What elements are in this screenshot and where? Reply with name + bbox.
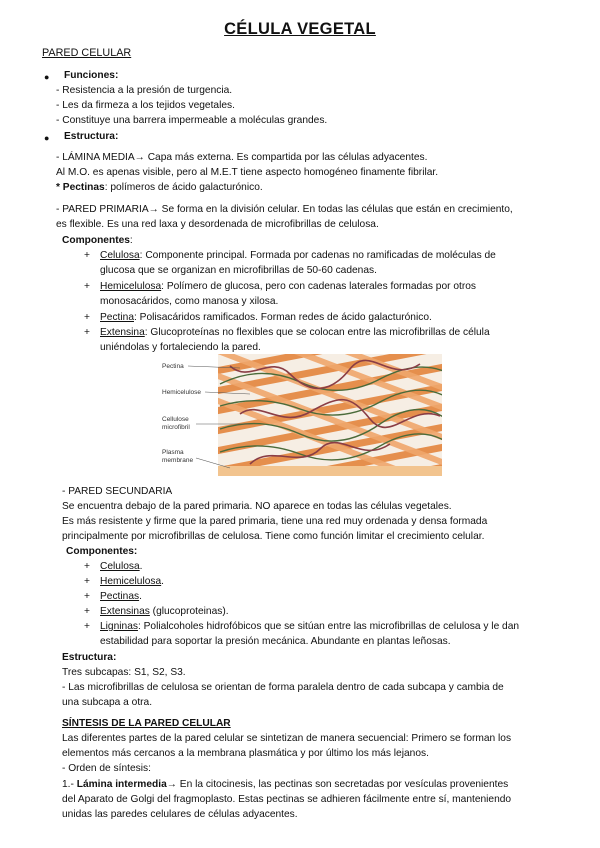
figure-label: Hemicelulose <box>162 389 202 396</box>
term: Pectina <box>100 312 134 323</box>
term: Hemicelulosa <box>100 576 162 587</box>
componentes-line <box>62 234 133 249</box>
list-item-cont: uniéndolas y fortaleciendo la pared. <box>100 342 261 353</box>
step-prefix: 1.- <box>62 779 77 790</box>
definition: (glucoproteinas). <box>149 606 229 617</box>
list-item <box>100 326 490 341</box>
componentes-colon: : <box>129 235 133 246</box>
figure-label: Plasma <box>162 449 184 456</box>
estructura-label: Estructura: <box>64 131 119 142</box>
page-title: CÉLULA VEGETAL <box>224 20 376 38</box>
figure-label: microfibril <box>162 424 190 431</box>
definition: . <box>139 591 142 602</box>
sintesis-step-line: unidas las paredes celulares de células adyacentes. <box>62 809 298 820</box>
list-item-cont: glucosa que se organizan en microfibrillas de 50-60 cadenas. <box>100 265 377 276</box>
plus-bullet: + <box>84 606 90 617</box>
figure-label: Pectina <box>162 363 184 370</box>
step-text: → En la citocinesis, las pectinas son secretadas por vesículas provenientes <box>166 779 509 790</box>
funciones-label: Funciones: <box>64 70 119 81</box>
list-item <box>100 620 519 635</box>
term: Ligninas <box>100 621 138 632</box>
term: Extensina <box>100 327 145 338</box>
pared-secundaria-line: principalmente por microfibrillas de celulosa. Tiene como función limitar el crecimiento celular. <box>62 531 485 542</box>
plus-bullet: + <box>84 281 90 292</box>
list-item <box>100 560 143 575</box>
list-item <box>100 249 496 264</box>
lamina-media-line: - LÁMINA MEDIA→ Capa más externa. Es compartida por las células adyacentes. <box>56 152 428 163</box>
list-item <box>100 605 229 620</box>
step-label: Lámina intermedia <box>76 779 167 790</box>
plus-bullet: + <box>84 561 90 572</box>
pectinas-text: : polímeros de ácido galacturónico. <box>104 182 263 193</box>
list-item-cont: estabilidad para soportar la presión mecánica. Abundante en plantas leñosas. <box>100 636 451 647</box>
plus-bullet: + <box>84 327 90 338</box>
term: Celulosa <box>100 250 140 261</box>
estructura-line: - Las microfibrillas de celulosa se orientan de forma paralela dentro de cada subcapa y cambia de <box>62 682 504 693</box>
bullet-dot: ● <box>44 72 50 82</box>
sintesis-step <box>62 778 508 793</box>
definition: : Glucoproteínas no flexibles que se colocan entre las microfibrillas de célula <box>144 327 490 338</box>
definition: . <box>161 576 164 587</box>
term: Celulosa <box>100 561 140 572</box>
sintesis-line: elementos más cercanos a la membrana plasmática y por último los más lejanos. <box>62 748 429 759</box>
list-item <box>100 575 164 590</box>
list-item <box>100 590 142 605</box>
list-item <box>100 280 476 295</box>
term: Hemicelulosa <box>100 281 162 292</box>
bullet-dot: ● <box>44 133 50 143</box>
estructura-line: una subcapa a otra. <box>62 697 153 708</box>
definition: : Polialcoholes hidrofóbicos que se sitúan entre las microfibrillas de celulosa y le dan <box>137 621 520 632</box>
funciones-item: - Les da firmeza a los tejidos vegetales. <box>56 100 235 111</box>
list-item-cont: monosacáridos, como manosa y xilosa. <box>100 296 279 307</box>
cell-wall-diagram <box>160 354 442 476</box>
term: Pectinas <box>100 591 140 602</box>
plus-bullet: + <box>84 576 90 587</box>
plus-bullet: + <box>84 591 90 602</box>
estructura-label: Estructura: <box>62 652 117 663</box>
definition: : Polímero de glucosa, pero con cadenas laterales formadas por otros <box>161 281 477 292</box>
pared-primaria-line: es flexible. Es una red laxa y desordenada de microfibrillas de celulosa. <box>56 219 379 230</box>
funciones-item: - Constituye una barrera impermeable a moléculas grandes. <box>56 115 328 126</box>
plus-bullet: + <box>84 312 90 323</box>
plus-bullet: + <box>84 621 90 632</box>
sintesis-step-line: del Aparato de Golgi del fragmoplasto. Estas pectinas se adhieren fácilmente entre sí, manteniendo <box>62 794 512 805</box>
section-heading-pared-celular: PARED CELULAR <box>42 47 132 59</box>
pectinas-label: * Pectinas <box>56 182 105 193</box>
pectinas-line <box>56 181 263 196</box>
definition: . <box>139 561 143 572</box>
componentes-label: Componentes <box>62 235 130 246</box>
sintesis-line: Las diferentes partes de la pared celular se sintetizan de manera secuencial: Primero se forman los <box>62 733 512 744</box>
term: Extensinas <box>100 606 150 617</box>
plus-bullet: + <box>84 250 90 261</box>
pared-secundaria-line: Es más resistente y firme que la pared primaria, tiene una red muy ordenada y densa formada <box>62 516 488 527</box>
figure-label: Cellulose <box>162 416 189 423</box>
funciones-item: - Resistencia a la presión de turgencia. <box>56 85 233 96</box>
pared-primaria-line: - PARED PRIMARIA→ Se forma en la división celular. En todas las células que están en crecimiento, <box>56 204 513 215</box>
figure-label: membrane <box>162 457 194 464</box>
componentes-label: Componentes: <box>66 546 138 557</box>
list-item <box>100 311 432 326</box>
pared-secundaria-line: Se encuentra debajo de la pared primaria. NO aparece en todas las células vegetales. <box>62 501 452 512</box>
definition: : Componente principal. Formada por cadenas no ramificadas de moléculas de <box>139 250 496 261</box>
pared-secundaria-heading: - PARED SECUNDARIA <box>62 486 173 497</box>
section-heading-sintesis: SÍNTESIS DE LA PARED CELULAR <box>62 718 231 729</box>
estructura-line: Tres subcapas: S1, S2, S3. <box>62 667 186 678</box>
definition: : Polisacáridos ramificados. Forman redes de ácido galacturónico. <box>133 312 432 323</box>
cell-wall-figure <box>160 354 442 476</box>
lamina-media-line: Al M.O. es apenas visible, pero al M.E.T tiene aspecto homogéneo finamente fibrilar. <box>56 167 439 178</box>
sintesis-orden: - Orden de síntesis: <box>62 763 151 774</box>
